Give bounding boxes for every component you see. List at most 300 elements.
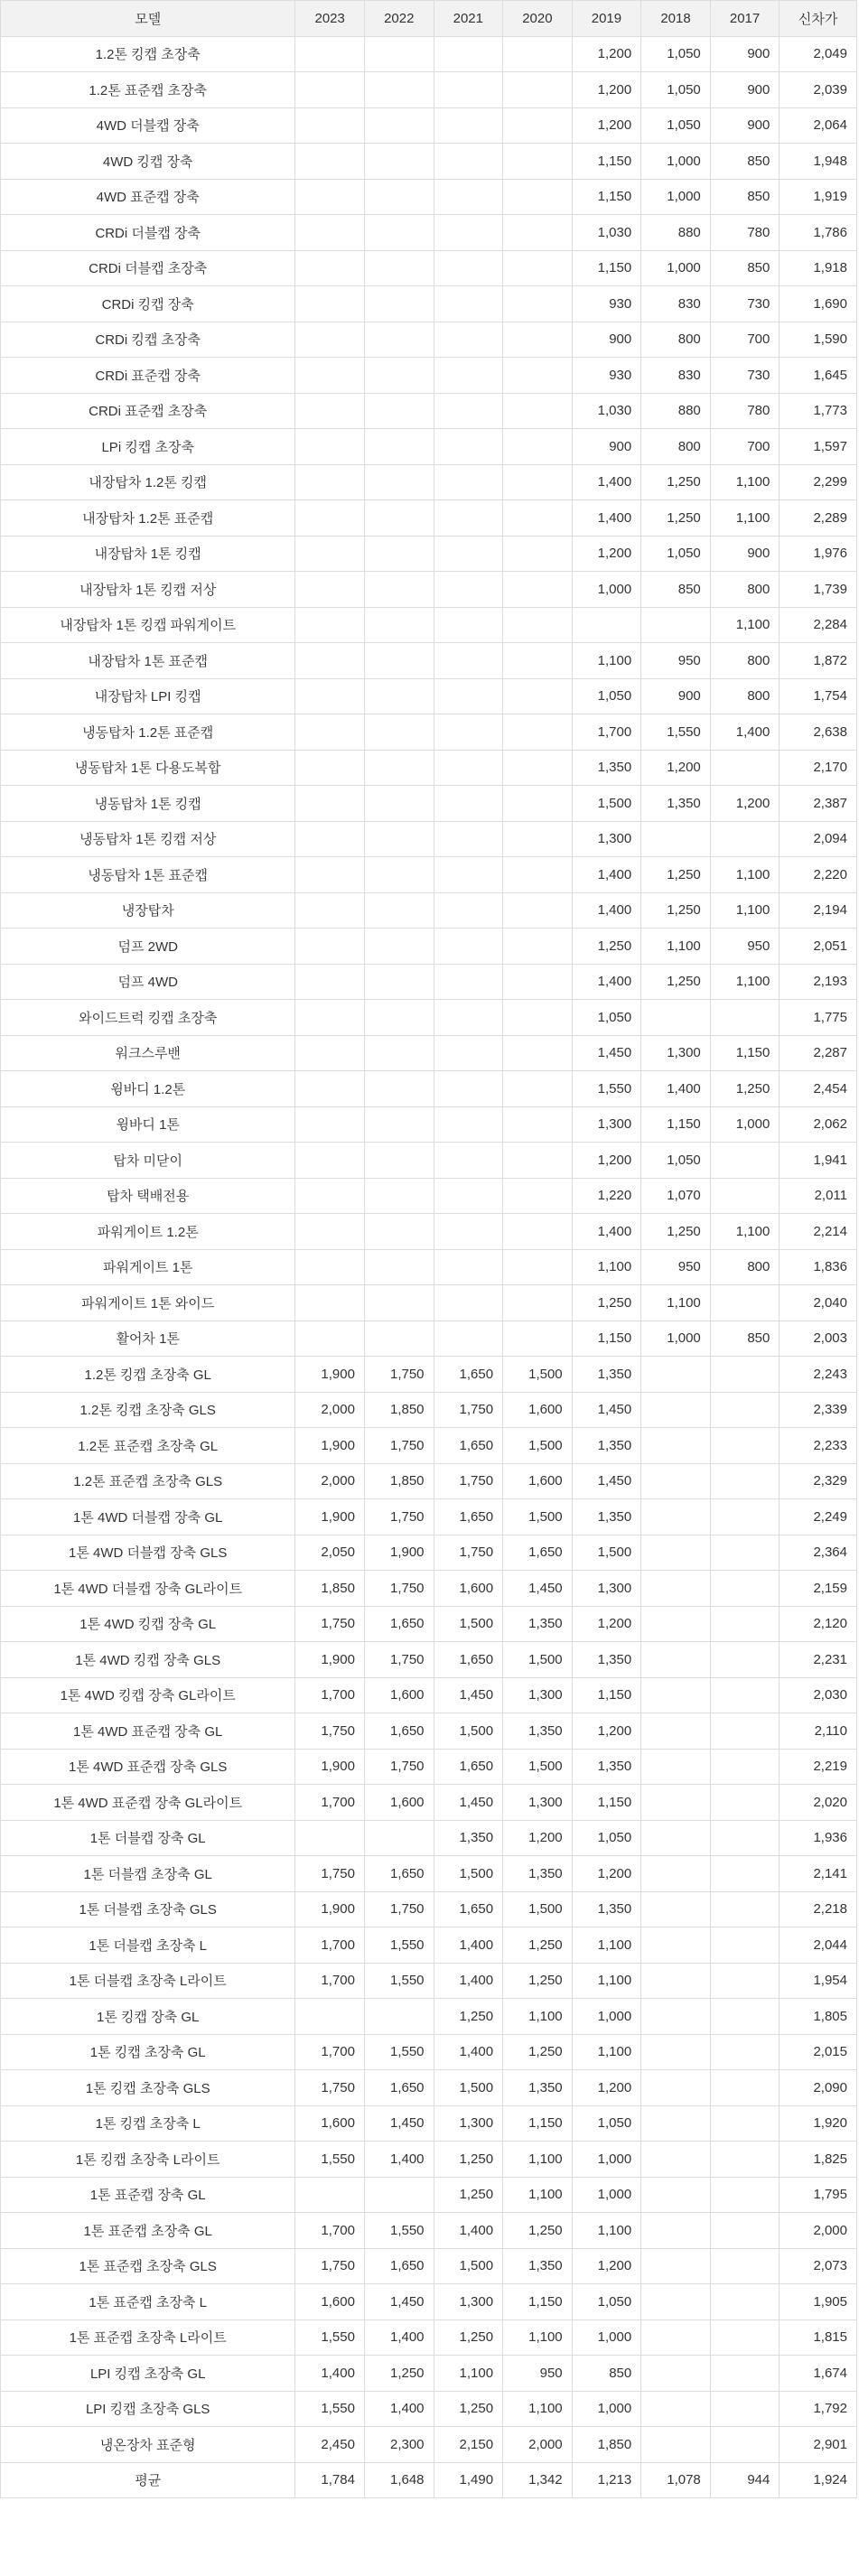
model-name-cell: 1톤 4WD 더블캡 장축 GL라이트 (1, 1571, 295, 1607)
used-price-cell: 1,550 (572, 1071, 641, 1107)
model-name-cell: 1톤 더블캡 초장축 GL (1, 1856, 295, 1892)
used-price-cell (295, 322, 365, 358)
used-price-cell (364, 1249, 434, 1285)
used-price-cell (710, 1963, 780, 1999)
model-name-cell: 내장탑차 1.2톤 표준캡 (1, 500, 295, 537)
used-price-cell: 950 (641, 643, 711, 679)
table-row (1, 1749, 857, 1785)
used-price-cell: 1,700 (295, 1963, 365, 1999)
used-price-cell (641, 607, 711, 643)
used-price-cell (295, 786, 365, 822)
used-price-cell (641, 1392, 711, 1428)
used-price-cell: 1,250 (434, 2177, 503, 2213)
used-price-cell (503, 607, 573, 643)
new-price-cell: 2,339 (780, 1392, 857, 1428)
used-price-cell (710, 1571, 780, 1607)
table-row (1, 2034, 857, 2070)
used-price-cell (641, 2177, 711, 2213)
used-price-cell (364, 1214, 434, 1250)
used-price-cell: 900 (710, 536, 780, 572)
used-price-cell: 1,150 (572, 144, 641, 180)
used-price-cell (295, 821, 365, 857)
column-header-year: 2023 (295, 1, 365, 37)
model-name-cell: 1톤 4WD 더블캡 장축 GL (1, 1499, 295, 1535)
new-price-cell: 1,795 (780, 2177, 857, 2213)
new-price-cell: 2,329 (780, 1463, 857, 1499)
used-price-cell (641, 1000, 711, 1036)
model-name-cell: 1톤 더블캡 초장축 L라이트 (1, 1963, 295, 1999)
table-row (1, 1642, 857, 1678)
used-price-cell: 1,050 (572, 678, 641, 714)
used-price-cell (295, 1000, 365, 1036)
used-price-cell (641, 2070, 711, 2106)
used-price-cell (295, 929, 365, 965)
used-price-cell: 2,050 (295, 1535, 365, 1571)
table-row (1, 179, 857, 215)
used-price-cell (710, 2034, 780, 2070)
used-price-cell (641, 821, 711, 857)
used-price-cell: 900 (572, 429, 641, 465)
used-price-cell: 1,700 (295, 1927, 365, 1964)
used-price-cell (295, 678, 365, 714)
used-price-cell (503, 1285, 573, 1321)
new-price-cell: 2,233 (780, 1428, 857, 1464)
table-row (1, 786, 857, 822)
used-price-cell (503, 1249, 573, 1285)
used-price-cell: 1,200 (572, 2248, 641, 2284)
used-price-cell: 1,100 (572, 2034, 641, 2070)
used-price-cell: 1,400 (572, 500, 641, 537)
new-price-cell: 1,836 (780, 1249, 857, 1285)
used-price-cell: 1,750 (295, 1606, 365, 1642)
used-price-cell (434, 322, 503, 358)
new-price-cell: 2,000 (780, 2213, 857, 2249)
used-price-cell (641, 1571, 711, 1607)
used-price-cell: 950 (503, 2356, 573, 2392)
used-price-cell: 1,700 (295, 1677, 365, 1713)
new-price-cell: 1,754 (780, 678, 857, 714)
used-price-cell: 1,100 (641, 929, 711, 965)
used-price-cell: 1,050 (572, 1820, 641, 1856)
used-price-cell: 1,000 (572, 2319, 641, 2356)
used-price-cell (434, 250, 503, 286)
used-price-cell: 1,700 (295, 2034, 365, 2070)
used-price-cell: 1,000 (572, 2391, 641, 2427)
used-price-cell (295, 1321, 365, 1357)
model-name-cell: 내장탑차 1톤 킹캡 저상 (1, 572, 295, 608)
model-name-cell: 1톤 킹캡 초장축 L (1, 2105, 295, 2142)
used-price-cell: 1,400 (434, 1963, 503, 1999)
used-price-cell: 1,100 (710, 464, 780, 500)
model-name-cell: 냉동탑차 1톤 표준캡 (1, 857, 295, 893)
used-price-cell (434, 929, 503, 965)
used-price-cell (295, 607, 365, 643)
used-price-cell (641, 2034, 711, 2070)
used-price-cell: 1,650 (434, 1642, 503, 1678)
used-price-cell (434, 1285, 503, 1321)
used-price-cell (364, 1999, 434, 2035)
model-name-cell: 1톤 4WD 표준캡 장축 GL (1, 1713, 295, 1750)
used-price-cell (503, 643, 573, 679)
column-header-new-price: 신차가 (780, 1, 857, 37)
used-price-cell: 1,850 (364, 1463, 434, 1499)
used-price-cell: 1,550 (364, 2034, 434, 2070)
used-price-cell: 1,650 (364, 1606, 434, 1642)
used-price-cell (295, 2177, 365, 2213)
used-price-cell: 1,750 (364, 1891, 434, 1927)
used-price-cell: 1,150 (572, 1677, 641, 1713)
used-price-cell: 1,600 (503, 1392, 573, 1428)
model-name-cell: 내장탑차 1톤 표준캡 (1, 643, 295, 679)
new-price-cell: 1,920 (780, 2105, 857, 2142)
used-price-cell: 1,350 (572, 1428, 641, 1464)
new-price-cell: 1,941 (780, 1143, 857, 1179)
used-price-cell: 1,000 (572, 2142, 641, 2178)
model-name-cell: 4WD 표준캡 장축 (1, 179, 295, 215)
new-price-cell: 2,454 (780, 1071, 857, 1107)
used-price-cell (295, 500, 365, 537)
new-price-cell: 1,690 (780, 286, 857, 322)
table-row (1, 1357, 857, 1393)
used-price-cell: 1,784 (295, 2462, 365, 2498)
used-price-cell: 1,078 (641, 2462, 711, 2498)
used-price-cell (710, 1428, 780, 1464)
table-row (1, 72, 857, 108)
used-price-cell (434, 500, 503, 537)
used-price-cell (503, 464, 573, 500)
used-price-cell (364, 179, 434, 215)
table-row (1, 1963, 857, 1999)
used-price-cell (710, 1143, 780, 1179)
table-row (1, 393, 857, 429)
used-price-cell (295, 179, 365, 215)
used-price-cell (710, 1785, 780, 1821)
used-price-cell: 1,400 (641, 1071, 711, 1107)
used-price-cell (434, 72, 503, 108)
used-price-cell: 880 (641, 215, 711, 251)
table-row (1, 1606, 857, 1642)
used-price-cell: 830 (641, 286, 711, 322)
used-price-cell: 1,750 (364, 1428, 434, 1464)
new-price-cell: 2,638 (780, 714, 857, 751)
used-price-cell (434, 857, 503, 893)
model-name-cell: CRDi 표준캡 장축 (1, 358, 295, 394)
used-price-cell: 1,350 (572, 1499, 641, 1535)
model-name-cell: 냉장탑차 (1, 892, 295, 929)
used-price-cell (295, 1249, 365, 1285)
used-price-cell (295, 1999, 365, 2035)
used-price-cell: 1,050 (641, 1143, 711, 1179)
used-price-cell: 1,220 (572, 1178, 641, 1214)
used-price-cell: 2,000 (503, 2427, 573, 2463)
used-price-cell: 1,400 (364, 2142, 434, 2178)
used-price-cell (503, 821, 573, 857)
model-name-cell: 1톤 표준캡 초장축 L (1, 2284, 295, 2320)
used-price-cell (295, 72, 365, 108)
used-price-cell: 800 (710, 1249, 780, 1285)
used-price-cell: 1,000 (710, 1106, 780, 1143)
used-price-cell (710, 1856, 780, 1892)
new-price-cell: 2,193 (780, 964, 857, 1000)
table-row (1, 2284, 857, 2320)
model-name-cell: 와이드트럭 킹캡 초장축 (1, 1000, 295, 1036)
used-price-cell (434, 107, 503, 144)
used-price-cell: 1,500 (434, 1856, 503, 1892)
used-price-cell (710, 2284, 780, 2320)
used-price-cell: 1,600 (364, 1677, 434, 1713)
used-price-cell (295, 393, 365, 429)
used-price-cell (364, 1000, 434, 1036)
used-price-cell: 1,200 (641, 750, 711, 786)
table-row (1, 536, 857, 572)
used-price-cell: 1,450 (364, 2284, 434, 2320)
used-price-cell: 1,250 (503, 1927, 573, 1964)
model-name-cell: 1.2톤 표준캡 초장축 (1, 72, 295, 108)
used-price-cell: 1,250 (364, 2356, 434, 2392)
used-price-cell: 1,750 (364, 1749, 434, 1785)
used-price-cell: 1,450 (434, 1785, 503, 1821)
used-price-cell (641, 2142, 711, 2178)
model-name-cell: 1톤 표준캡 초장축 GL (1, 2213, 295, 2249)
used-price-cell: 930 (572, 286, 641, 322)
model-name-cell: 파워게이트 1.2톤 (1, 1214, 295, 1250)
table-row (1, 821, 857, 857)
used-price-cell: 1,400 (434, 2213, 503, 2249)
used-price-cell (434, 1249, 503, 1285)
model-name-cell: 탑차 택배전용 (1, 1178, 295, 1214)
used-price-cell (710, 1499, 780, 1535)
used-price-cell: 800 (641, 322, 711, 358)
model-name-cell: CRDi 킹캡 장축 (1, 286, 295, 322)
used-price-cell: 1,550 (295, 2142, 365, 2178)
used-price-cell (364, 1321, 434, 1357)
used-price-cell (641, 2213, 711, 2249)
used-price-cell: 1,100 (572, 1249, 641, 1285)
used-price-cell (434, 1035, 503, 1071)
used-price-cell: 1,400 (434, 1927, 503, 1964)
column-header-model: 모델 (1, 1, 295, 37)
used-price-cell (434, 678, 503, 714)
used-price-cell (641, 1606, 711, 1642)
column-header-year: 2018 (641, 1, 711, 37)
used-price-cell: 1,150 (503, 2284, 573, 2320)
used-price-cell (641, 2105, 711, 2142)
table-row (1, 250, 857, 286)
used-price-cell (503, 72, 573, 108)
table-row (1, 1820, 857, 1856)
used-price-cell: 1,250 (572, 1285, 641, 1321)
used-price-cell (503, 1214, 573, 1250)
table-row (1, 464, 857, 500)
used-price-cell: 1,100 (641, 1285, 711, 1321)
used-price-cell: 1,100 (710, 964, 780, 1000)
used-price-cell (434, 464, 503, 500)
used-price-cell (503, 678, 573, 714)
used-price-cell: 1,750 (295, 2070, 365, 2106)
used-price-cell (295, 643, 365, 679)
used-price-cell: 1,350 (503, 2248, 573, 2284)
used-price-cell (295, 1285, 365, 1321)
used-price-cell (710, 2248, 780, 2284)
new-price-cell: 2,073 (780, 2248, 857, 2284)
used-price-cell: 1,350 (503, 1606, 573, 1642)
used-price-cell: 1,250 (503, 2213, 573, 2249)
new-price-cell: 2,094 (780, 821, 857, 857)
used-price-cell: 830 (641, 358, 711, 394)
used-price-cell: 850 (710, 144, 780, 180)
model-name-cell: LPi 킹캡 초장축 (1, 429, 295, 465)
used-price-cell: 1,300 (434, 2284, 503, 2320)
used-price-cell: 1,650 (434, 1357, 503, 1393)
used-price-cell (364, 1106, 434, 1143)
table-row (1, 144, 857, 180)
used-price-cell (364, 215, 434, 251)
used-price-cell (710, 1677, 780, 1713)
used-price-cell: 1,200 (572, 72, 641, 108)
new-price-cell: 1,590 (780, 322, 857, 358)
used-price-cell: 1,750 (364, 1357, 434, 1393)
table-row (1, 215, 857, 251)
new-price-cell: 2,003 (780, 1321, 857, 1357)
used-price-cell (503, 1106, 573, 1143)
used-price-cell: 1,100 (710, 892, 780, 929)
new-price-cell: 1,948 (780, 144, 857, 180)
new-price-cell: 2,194 (780, 892, 857, 929)
used-price-cell: 1,200 (572, 1713, 641, 1750)
used-price-cell (434, 358, 503, 394)
used-price-cell: 1,100 (572, 2213, 641, 2249)
used-price-cell: 1,250 (641, 857, 711, 893)
table-row (1, 1285, 857, 1321)
used-price-cell: 1,650 (364, 1856, 434, 1892)
used-price-cell: 1,500 (503, 1749, 573, 1785)
used-price-cell (434, 144, 503, 180)
used-price-cell (710, 2105, 780, 2142)
used-price-cell (710, 2213, 780, 2249)
model-name-cell: CRDi 더블캡 초장축 (1, 250, 295, 286)
new-price-cell: 2,110 (780, 1713, 857, 1750)
used-price-cell: 1,400 (434, 2034, 503, 2070)
table-row (1, 1713, 857, 1750)
used-price-cell: 850 (710, 250, 780, 286)
used-price-cell (295, 286, 365, 322)
used-price-cell (641, 1856, 711, 1892)
used-price-cell: 1,900 (295, 1428, 365, 1464)
used-price-cell: 1,050 (641, 36, 711, 72)
used-price-cell (503, 215, 573, 251)
used-price-cell (641, 1357, 711, 1393)
used-price-cell (364, 500, 434, 537)
new-price-cell: 1,786 (780, 215, 857, 251)
used-price-cell (503, 964, 573, 1000)
used-price-cell: 880 (641, 393, 711, 429)
used-price-cell (364, 536, 434, 572)
new-price-cell: 1,936 (780, 1820, 857, 1856)
new-price-cell: 1,674 (780, 2356, 857, 2392)
used-price-cell: 1,000 (641, 144, 711, 180)
used-price-cell (434, 286, 503, 322)
used-price-cell: 1,850 (572, 2427, 641, 2463)
used-price-cell: 1,350 (572, 1642, 641, 1678)
used-price-cell: 1,050 (572, 2284, 641, 2320)
model-name-cell: 1톤 킹캡 초장축 L라이트 (1, 2142, 295, 2178)
used-price-cell: 1,342 (503, 2462, 573, 2498)
used-price-cell (364, 750, 434, 786)
used-price-cell: 1,400 (572, 464, 641, 500)
used-price-cell: 1,900 (295, 1357, 365, 1393)
used-price-cell: 1,500 (503, 1428, 573, 1464)
used-price-cell (641, 1713, 711, 1750)
used-price-cell: 1,000 (641, 1321, 711, 1357)
used-price-cell: 1,600 (295, 2105, 365, 2142)
new-price-cell: 2,020 (780, 1785, 857, 1821)
table-row (1, 1321, 857, 1357)
used-price-cell (364, 1285, 434, 1321)
used-price-cell: 1,100 (503, 2319, 573, 2356)
used-price-cell (364, 678, 434, 714)
column-header-year: 2020 (503, 1, 573, 37)
table-row (1, 429, 857, 465)
model-name-cell: 활어차 1톤 (1, 1321, 295, 1357)
used-price-cell: 800 (710, 678, 780, 714)
model-name-cell: 1.2톤 킹캡 초장축 GL (1, 1357, 295, 1393)
used-price-cell (434, 750, 503, 786)
used-price-cell: 1,250 (641, 1214, 711, 1250)
used-price-cell: 2,000 (295, 1463, 365, 1499)
model-name-cell: 4WD 더블캡 장축 (1, 107, 295, 144)
used-price-cell: 1,500 (503, 1642, 573, 1678)
model-name-cell: 1톤 4WD 킹캡 장축 GL라이트 (1, 1677, 295, 1713)
used-price-cell (364, 821, 434, 857)
model-name-cell: LPI 킹캡 초장축 GLS (1, 2391, 295, 2427)
used-price-cell: 1,650 (434, 1749, 503, 1785)
table-row (1, 2427, 857, 2463)
used-price-cell (710, 2070, 780, 2106)
used-price-cell: 1,200 (572, 36, 641, 72)
used-price-cell: 1,350 (641, 786, 711, 822)
used-price-cell: 1,450 (572, 1392, 641, 1428)
table-row (1, 929, 857, 965)
used-price-cell: 1,213 (572, 2462, 641, 2498)
used-price-cell: 1,450 (503, 1571, 573, 1607)
new-price-cell: 1,597 (780, 429, 857, 465)
used-price-cell (434, 1106, 503, 1143)
used-price-cell: 1,030 (572, 393, 641, 429)
used-price-cell (710, 2142, 780, 2178)
used-price-cell (641, 1535, 711, 1571)
used-price-cell (710, 1820, 780, 1856)
new-price-cell: 2,120 (780, 1606, 857, 1642)
used-price-cell: 1,750 (295, 2248, 365, 2284)
used-price-cell: 1,150 (572, 179, 641, 215)
used-price-cell: 1,500 (503, 1891, 573, 1927)
used-price-cell (503, 500, 573, 537)
used-price-cell: 1,300 (641, 1035, 711, 1071)
used-price-cell: 1,250 (572, 929, 641, 965)
model-name-cell: CRDi 킹캡 초장축 (1, 322, 295, 358)
new-price-cell: 1,773 (780, 393, 857, 429)
table-row (1, 1000, 857, 1036)
used-price-cell (710, 1178, 780, 1214)
used-price-cell: 800 (641, 429, 711, 465)
model-name-cell: 1톤 킹캡 장축 GL (1, 1999, 295, 2035)
table-row (1, 607, 857, 643)
used-price-cell (710, 1999, 780, 2035)
used-price-cell: 1,100 (710, 857, 780, 893)
table-row (1, 2356, 857, 2392)
model-name-cell: 4WD 킹캡 장축 (1, 144, 295, 180)
used-price-cell: 1,500 (572, 1535, 641, 1571)
